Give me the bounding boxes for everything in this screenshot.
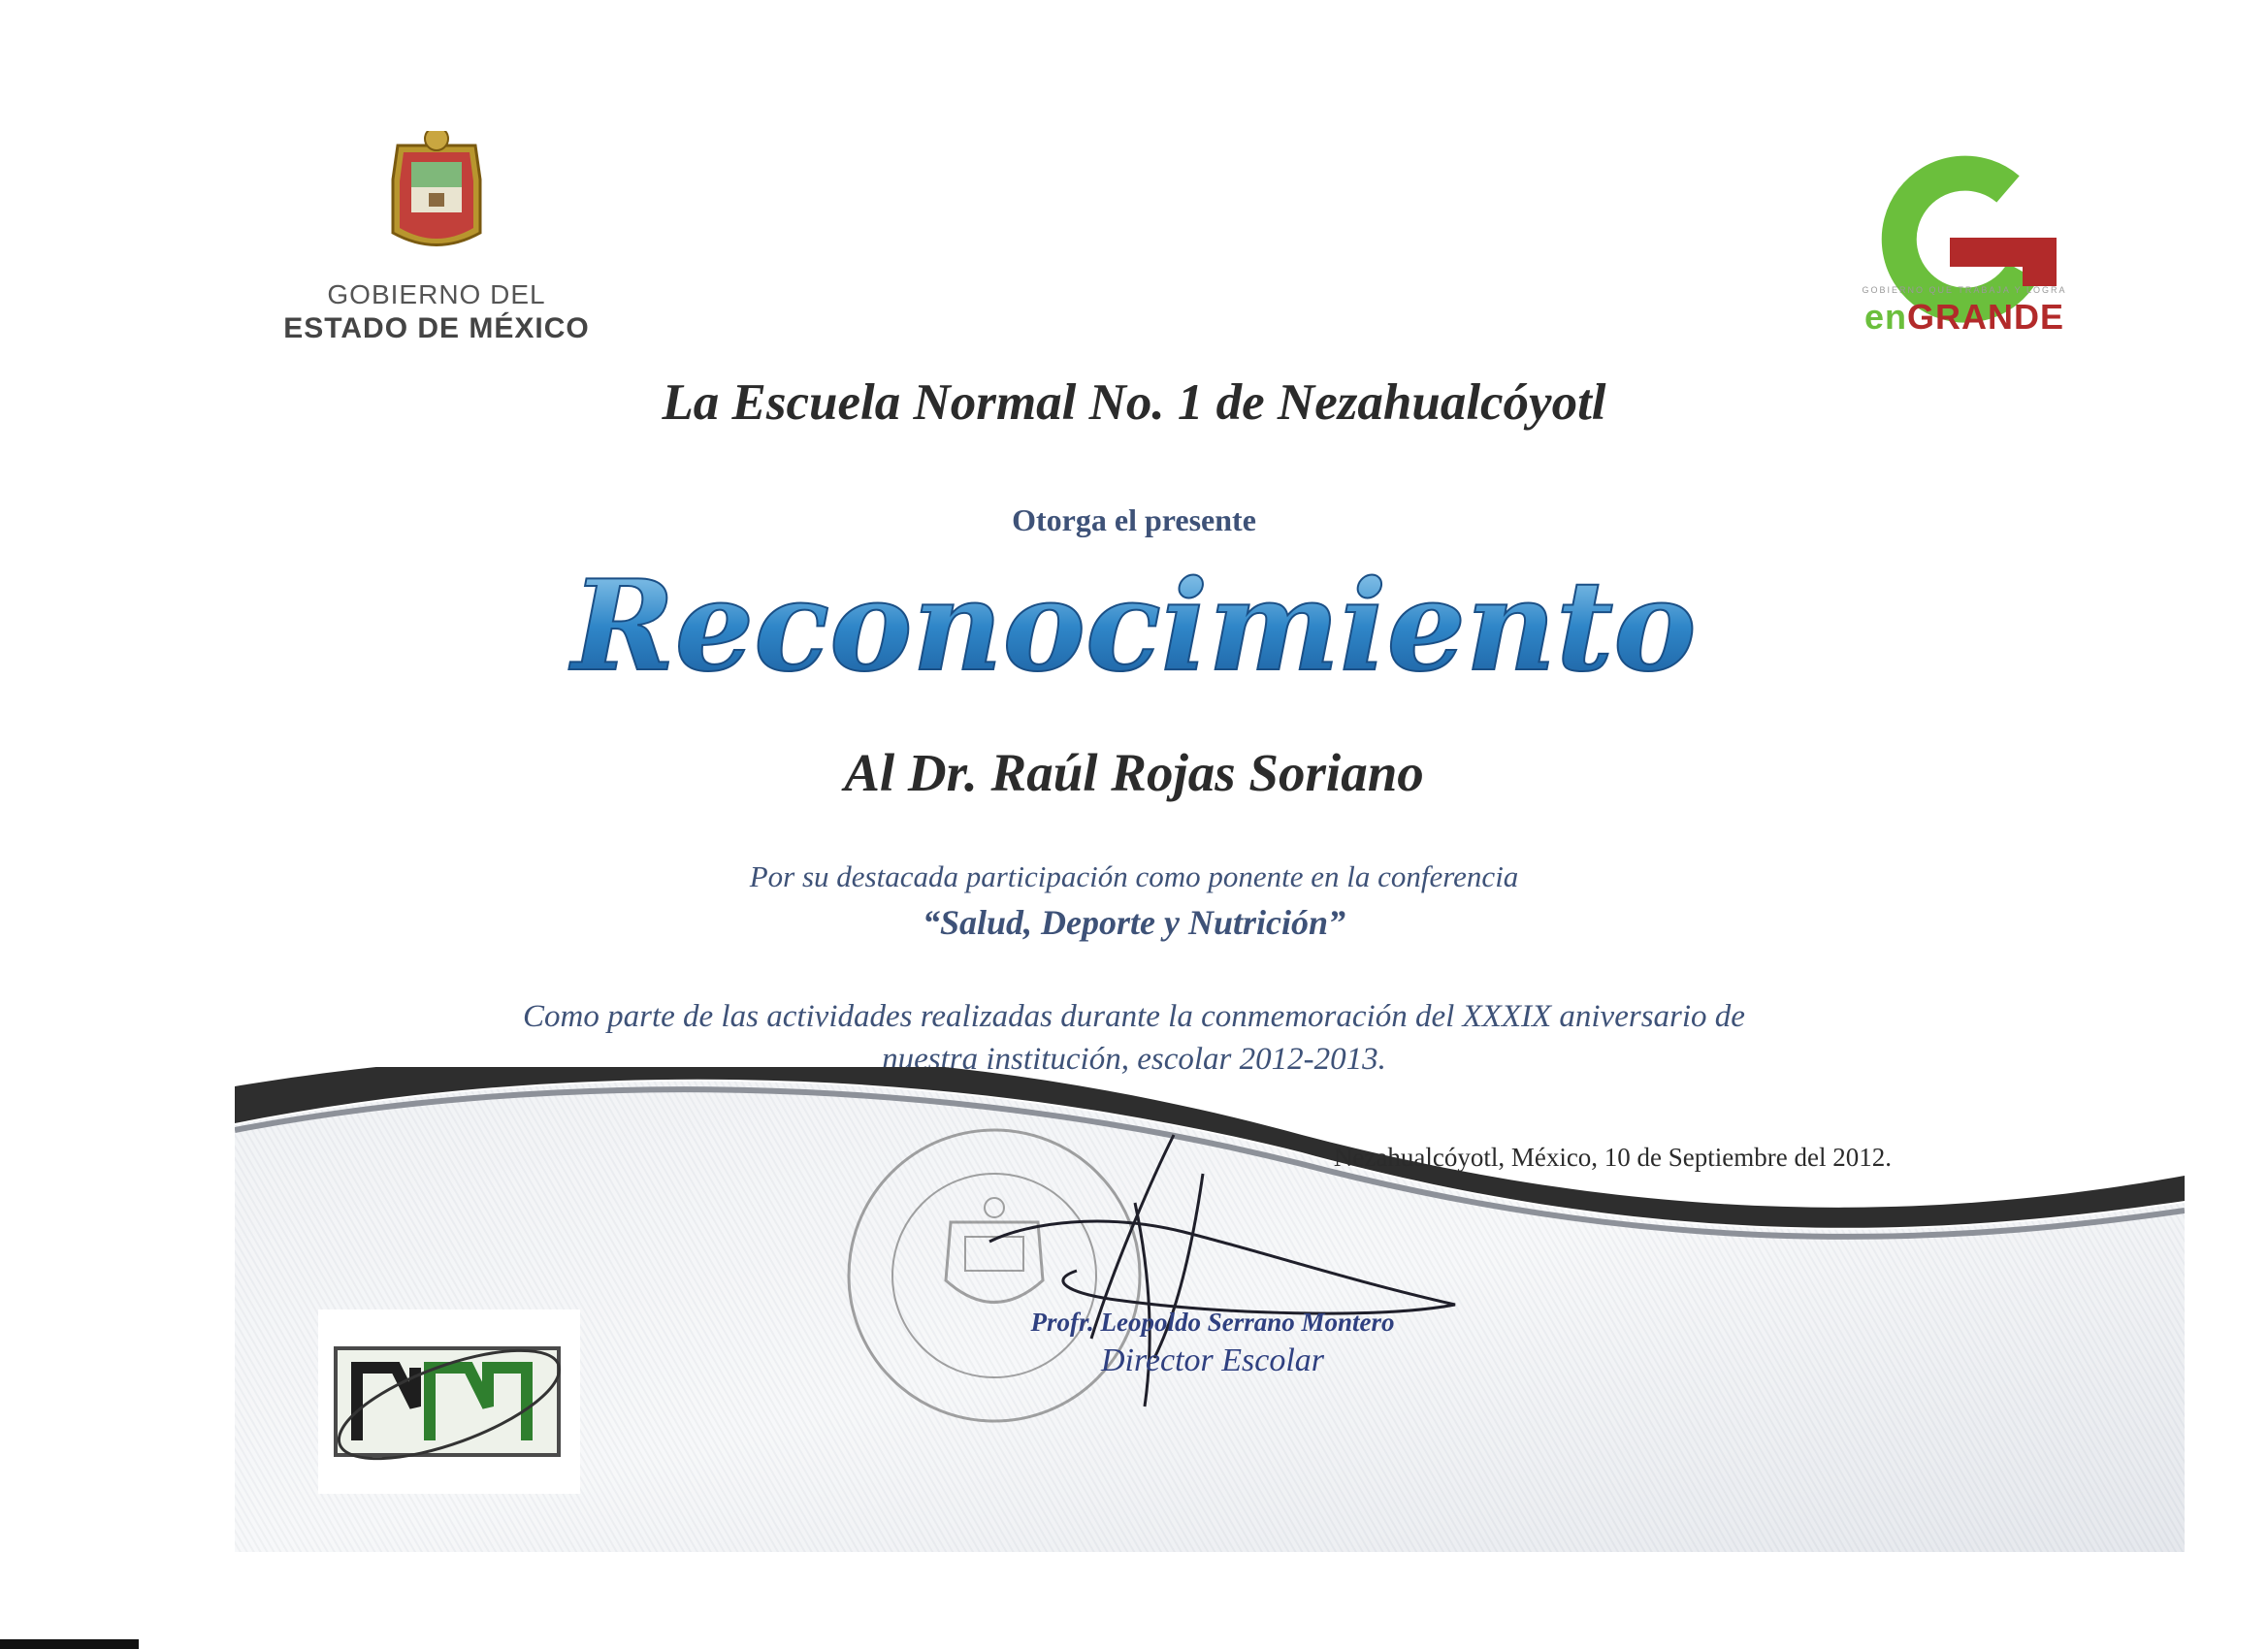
engrande-en: en <box>1863 297 1907 337</box>
date-place: Nezahualcóyotl, México, 10 de Septiembre del 2012. <box>1333 1143 1892 1172</box>
estado-de-mexico-text: ESTADO DE MÉXICO <box>283 312 590 344</box>
escuela-normal-1-logo-icon <box>318 1310 580 1494</box>
signer-role: Director Escolar <box>1100 1342 1325 1378</box>
grants-text: Otorga el presente <box>1012 502 1256 537</box>
signer-name: Profr. Leopoldo Serrano Montero <box>1030 1308 1395 1337</box>
engrande-tagline: GOBIERNO QUE TRABAJA Y LOGRA <box>1862 285 2067 295</box>
handwritten-signature-icon <box>970 1116 1504 1426</box>
engrande-wordmark <box>1833 297 2095 338</box>
scan-edge-mark <box>0 1639 139 1649</box>
recipient-name: Al Dr. Raúl Rojas Soriano <box>844 743 1424 802</box>
certificate-title <box>0 548 2268 713</box>
context-line-2: nuestra institución, escolar 2012-2013. <box>882 1042 1386 1077</box>
context-line-1: Como parte de las actividades realizadas durante la conmemoración del XXXIX aniversario de <box>523 999 1745 1034</box>
reason-line-1: Por su destacada participación como ponente en la conferencia <box>749 859 1519 893</box>
gobierno-del-text: GOBIERNO DEL <box>327 279 546 309</box>
school-name: La Escuela Normal No. 1 de Nezahualcóyotl <box>662 374 1606 431</box>
certificate-title-text: Reconocimiento <box>571 554 1697 699</box>
conference-title: “Salud, Deporte y Nutrición” <box>922 903 1346 942</box>
engrande-grande: GRANDE <box>1907 297 2065 337</box>
